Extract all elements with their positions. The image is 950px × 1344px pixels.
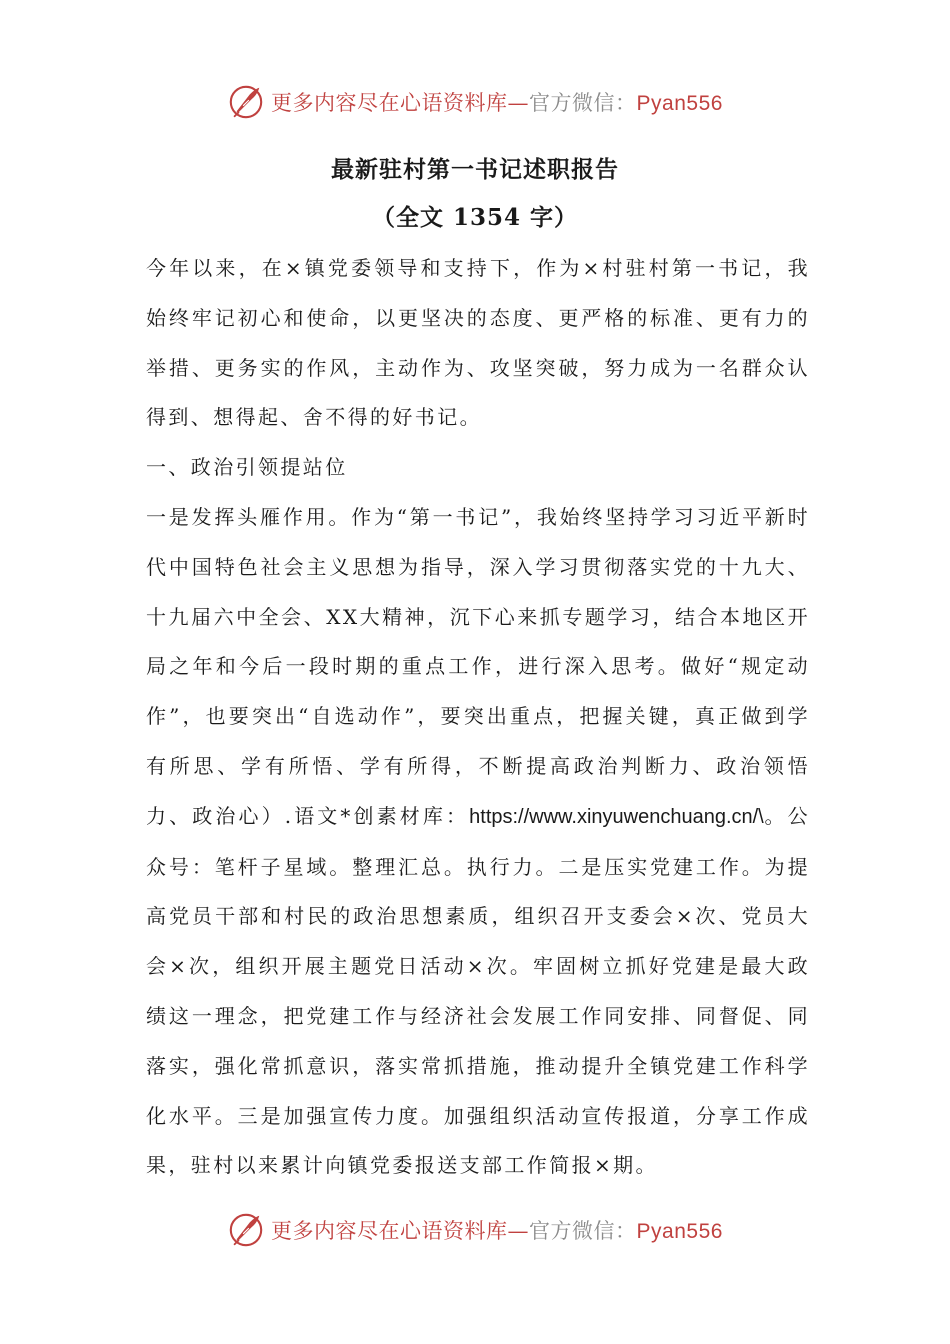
footer-banner-text (271, 1215, 723, 1245)
footer-banner (0, 1206, 950, 1254)
document-body (146, 244, 810, 1191)
wechat-id: Pyan556 (636, 1220, 723, 1243)
header-banner-content (227, 83, 723, 121)
paragraph-main-text: 一是发挥头雁作用。作为“第一书记”，我始终坚持学习习近平新时代中国特色社会主义思想为指导，深入学习贯彻落实党的十九大、十九届六中全会、XX大精神，沉下心来抓专题学习，结合本地区开局之年和今后一段时期的重点工作，进行深入思考。做好“规定动作”，也要突出“自选动作”，要突出重点，把握关键，真正做到学有所思、学有所悟、学有所得，不断提高政治判断力、政治领悟力、政治心）.语文*创素材库： (146, 504, 810, 828)
paragraph-main (146, 493, 810, 1191)
wechat-label: 官方微信： (529, 91, 637, 115)
paragraph-intro: 今年以来，在×镇党委领导和支持下，作为×村驻村第一书记，我始终牢记初心和使命，以更坚决的态度、更严格的标准、更有力的举措、更务实的作风，主动作为、攻坚突破，努力成为一名群众认得到、想得起、舍不得的好书记。 (146, 256, 810, 430)
footer-banner-content (227, 1211, 723, 1249)
wechat-id: Pyan556 (636, 92, 723, 115)
brand-name: 更多内容尽在心语资料库 (271, 91, 508, 115)
source-url: https://www.xinyuwenchuang.cn/\ (469, 805, 764, 828)
banner-dash: — (507, 91, 530, 115)
quill-pen-logo-icon (227, 83, 265, 121)
wechat-label: 官方微信： (529, 1219, 637, 1243)
source-url-tail: 。 (763, 803, 788, 828)
header-banner (0, 78, 950, 126)
banner-dash: — (507, 1219, 530, 1243)
quill-pen-logo-icon (227, 1211, 265, 1249)
document-title: 最新驻村第一书记述职报告 (331, 156, 619, 183)
document-subtitle: （全文 1354 字） (371, 204, 579, 231)
brand-name: 更多内容尽在心语资料库 (271, 1219, 508, 1243)
section-heading: 一、政治引领提站位 (146, 455, 348, 480)
paragraph-main-continued: 公众号：笔杆子星域。整理汇总。执行力。二是压实党建工作。为提高党员干部和村民的政治思想素质，组织召开支委会×次、党员大会×次，组织开展主题党日活动×次。牢固树立抓好党建是最大政绩这一理念，把党建工作与经济社会发展工作同安排、同督促、同落实，强化常抓意识，落实常抓措施，推动提升全镇党建工作科学化水平。三是加强宣传力度。加强组织活动宣传报道，分享工作成果，驻村以来累计向镇党委报送支部工作简报×期。 (146, 803, 810, 1178)
header-banner-text (271, 87, 723, 117)
